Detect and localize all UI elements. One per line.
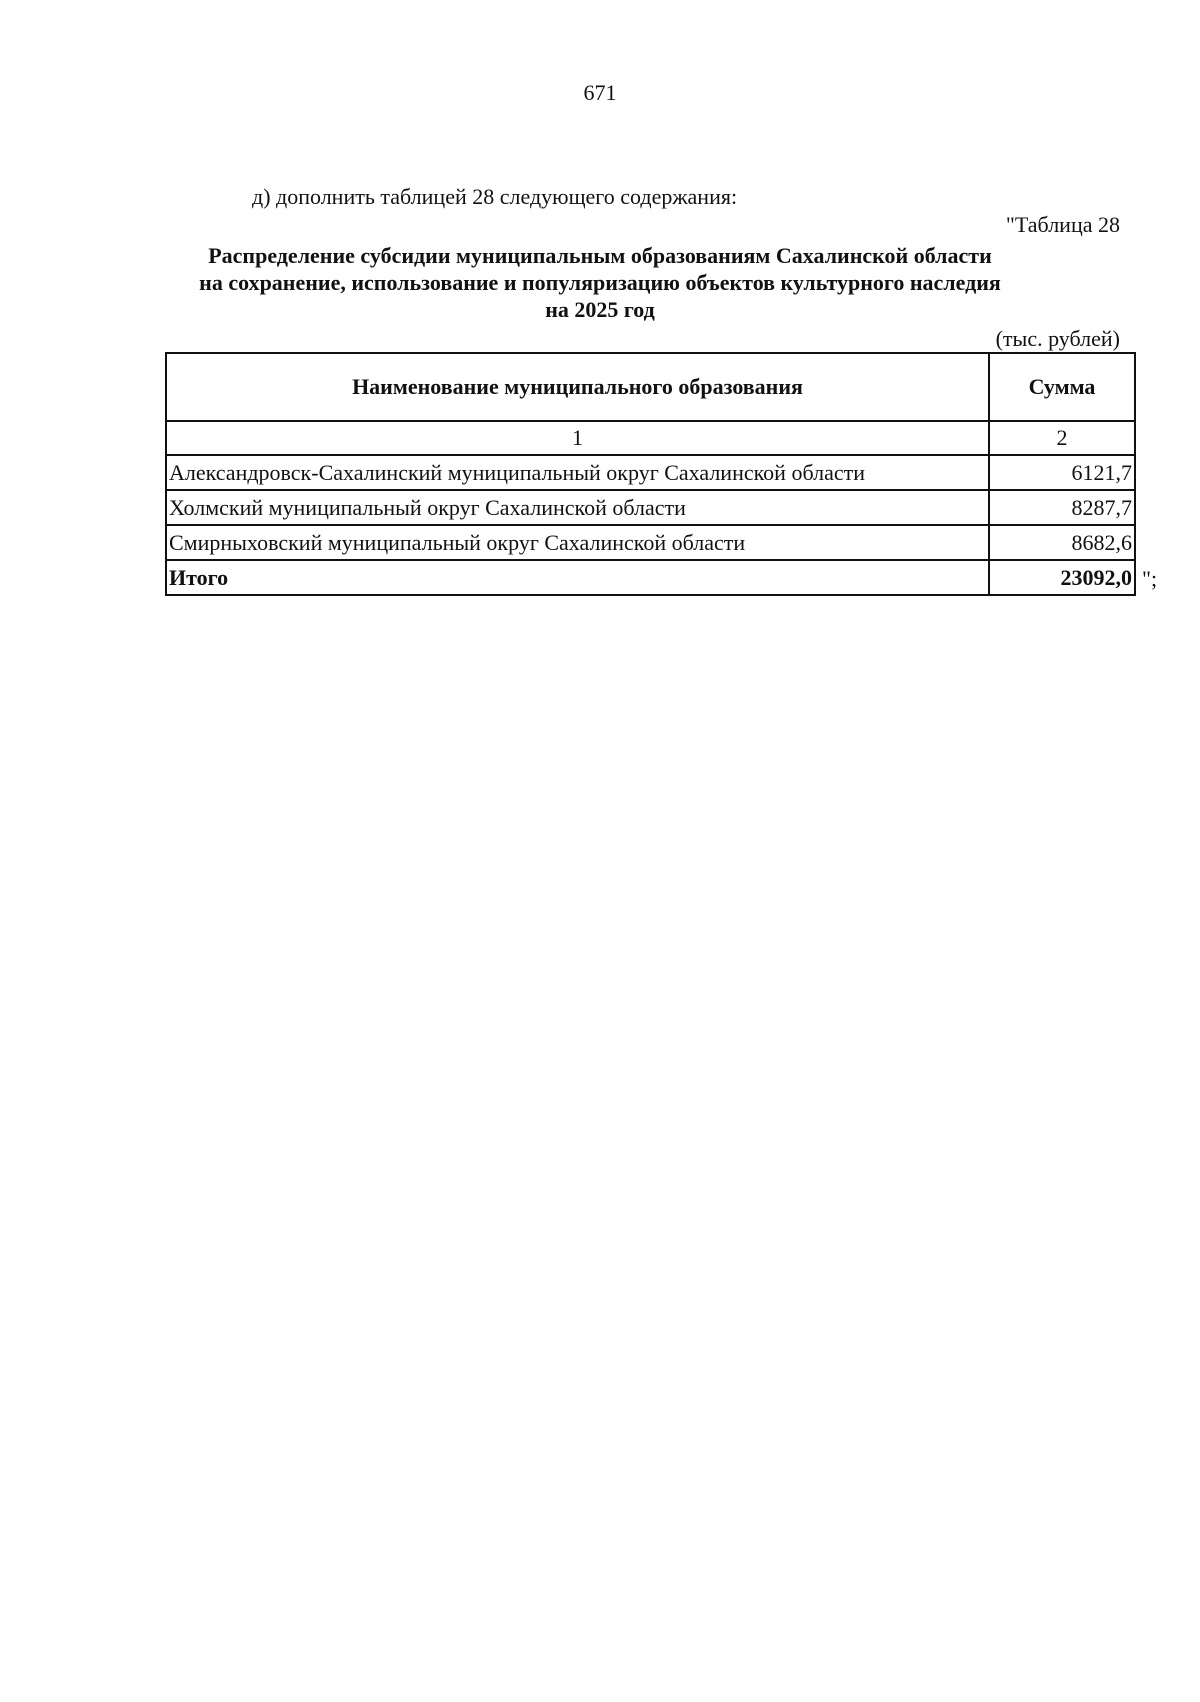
total-label: Итого (166, 560, 989, 595)
title-line-3: на 2025 год (545, 297, 655, 322)
title-line-1: Распределение субсидии муниципальным образованиям Сахалинской области (208, 243, 992, 268)
table-row (166, 490, 1135, 525)
row-municipality: Александровск-Сахалинский муниципальный округ Сахалинской области (166, 455, 989, 490)
intro-text: д) дополнить таблицей 28 следующего содержания: (252, 184, 738, 209)
subsidy-table (165, 352, 1136, 596)
header-municipality: Наименование муниципального образования (166, 353, 989, 421)
total-row (166, 560, 1135, 595)
table-row (166, 525, 1135, 560)
column-number-row (166, 421, 1135, 455)
table-caption: "Таблица 28 (1005, 212, 1120, 237)
row-sum: 8682,6 (989, 525, 1135, 560)
header-sum: Сумма (989, 353, 1135, 421)
page-number: 671 (583, 80, 617, 105)
row-municipality: Холмский муниципальный округ Сахалинской области (166, 490, 989, 525)
document-title (0, 242, 1200, 323)
table-row (166, 455, 1135, 490)
closing-quote-mark: "; (1142, 566, 1158, 591)
column-number-1: 1 (166, 421, 989, 455)
row-sum: 6121,7 (989, 455, 1135, 490)
units-label: (тыс. рублей) (995, 326, 1120, 351)
title-line-2: на сохранение, использование и популяризацию объектов культурного наследия (199, 270, 1001, 295)
row-sum: 8287,7 (989, 490, 1135, 525)
total-sum: 23092,0 (989, 560, 1135, 595)
column-number-2: 2 (989, 421, 1135, 455)
table-header-row (166, 353, 1135, 421)
row-municipality: Смирныховский муниципальный округ Сахалинской области (166, 525, 989, 560)
